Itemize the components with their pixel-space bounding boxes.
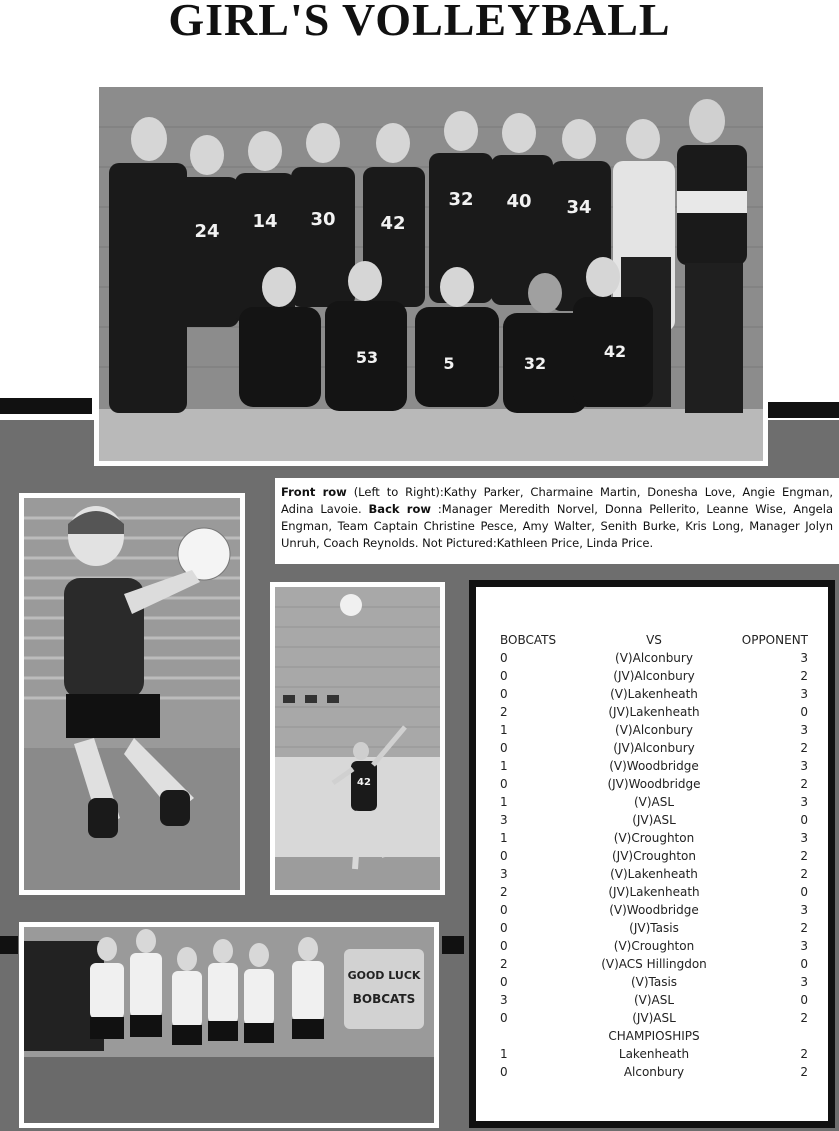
opponent-score: 0 [800, 813, 808, 827]
player-with-ball-image [24, 498, 240, 890]
opponent-score: 3 [800, 939, 808, 953]
team-jersey-number: 34 [566, 197, 592, 218]
front-row-label: Front row [281, 485, 347, 499]
opponent-score: 3 [800, 687, 808, 701]
opponent-score: 0 [800, 993, 808, 1007]
opponent-name: (JV)Lakenheath [608, 885, 700, 899]
header-vs: VS [646, 633, 662, 647]
bobcats-score: 0 [500, 669, 508, 683]
bobcats-score: 0 [500, 687, 508, 701]
opponent-score: 3 [800, 903, 808, 917]
game-row [500, 775, 808, 793]
team-jersey-number: 32 [448, 189, 474, 210]
photo-caption [275, 478, 839, 564]
opponent-name: (JV)Alconbury [613, 741, 695, 755]
game-row [500, 991, 808, 1009]
game-row [500, 937, 808, 955]
opponent-name: (V)ASL [633, 795, 675, 809]
championship-row [500, 1063, 808, 1081]
opponent-score: 3 [800, 975, 808, 989]
opponent-name: (V)Croughton [613, 831, 695, 845]
game-row [500, 703, 808, 721]
opponent-score: 2 [800, 1047, 808, 1061]
results-table [476, 587, 828, 1121]
front-row-names: (Left to Right):Kathy Parker, Charmaine Martin, Donesha Love, Angie Engman, Adina Lavoie. [281, 485, 834, 516]
opponent-name: (V)ACS Hillingdon [601, 957, 707, 971]
bobcats-score: 0 [500, 921, 508, 935]
opponent-score: 3 [800, 795, 808, 809]
bobcats-score: 2 [500, 705, 508, 719]
championships-list [500, 1045, 808, 1081]
opponent-name: (V)Alconbury [615, 651, 693, 665]
team-jersey-number: 14 [252, 211, 278, 232]
left-small-bar [0, 936, 18, 954]
right-black-bar [768, 402, 839, 418]
team-jersey-number: 32 [523, 354, 547, 373]
team-jersey-number: 42 [380, 213, 406, 234]
opponent-name: (JV)Alconbury [613, 669, 695, 683]
game-row [500, 829, 808, 847]
opponent-name: (V)Lakenheath [610, 867, 698, 881]
opponent-name: (JV)ASL [632, 1011, 676, 1025]
opponent-name: (V)ASL [633, 993, 675, 1007]
opponent-score: 3 [800, 723, 808, 737]
opponent-score: 2 [800, 741, 808, 755]
opponent-name: (V)Tasis [630, 975, 678, 989]
bobcats-score: 0 [500, 651, 508, 665]
opponent-score: 0 [800, 885, 808, 899]
player-serving-photo [270, 582, 445, 895]
left-black-bar [0, 398, 92, 414]
team-warmup-image [24, 927, 434, 1123]
opponent-name: Alconbury [623, 1065, 685, 1079]
player-serving-image [275, 587, 440, 890]
bobcats-score: 2 [500, 885, 508, 899]
bobcats-score: 0 [500, 939, 508, 953]
opponent-score: 0 [800, 705, 808, 719]
team-jersey-number: 30 [310, 209, 336, 230]
header-opponent: OPPONENT [741, 633, 808, 647]
opponent-name: (JV)Tasis [629, 921, 679, 935]
team-jersey-number: 40 [506, 191, 532, 212]
opponent-score: 2 [800, 867, 808, 881]
opponent-name: (V)Lakenheath [610, 687, 698, 701]
header-bobcats: BOBCATS [500, 633, 557, 647]
bobcats-score: 3 [500, 813, 508, 827]
team-jersey-number: 53 [355, 348, 379, 367]
opponent-name: (V)Woodbridge [609, 759, 699, 773]
opponent-score: 3 [800, 759, 808, 773]
opponent-score: 2 [800, 1011, 808, 1025]
opponent-name: (JV)Croughton [612, 849, 696, 863]
bobcats-score: 0 [500, 1011, 508, 1025]
bobcats-score: 1 [500, 759, 508, 773]
gym-sign-line2: BOBCATS [352, 992, 416, 1006]
bobcats-score: 2 [500, 957, 508, 971]
opponent-name: (V)Woodbridge [609, 903, 699, 917]
game-row [500, 757, 808, 775]
bobcats-score: 0 [500, 1065, 508, 1079]
championship-row [500, 1045, 808, 1063]
results-panel [469, 580, 835, 1128]
game-row [500, 865, 808, 883]
page-title: GIRL'S VOLLEYBALL [168, 0, 671, 45]
bobcats-score: 0 [500, 741, 508, 755]
bobcats-score: 3 [500, 993, 508, 1007]
bobcats-score: 0 [500, 903, 508, 917]
back-row-label: Back row [368, 502, 431, 516]
bobcats-score: 0 [500, 849, 508, 863]
game-row [500, 811, 808, 829]
game-row [500, 667, 808, 685]
opponent-score: 2 [800, 921, 808, 935]
games-list [500, 649, 808, 1027]
game-row [500, 901, 808, 919]
game-row [500, 919, 808, 937]
opponent-score: 3 [800, 651, 808, 665]
opponent-score: 0 [800, 957, 808, 971]
opponent-score: 3 [800, 831, 808, 845]
bobcats-score: 0 [500, 777, 508, 791]
team-jersey-number: 5 [443, 354, 455, 373]
opponent-name: (V)Alconbury [615, 723, 693, 737]
gym-sign-line1: GOOD LUCK [347, 969, 421, 982]
game-row [500, 685, 808, 703]
bobcats-score: 1 [500, 1047, 508, 1061]
bobcats-score: 3 [500, 867, 508, 881]
opponent-name: (JV)Woodbridge [607, 777, 701, 791]
game-row [500, 883, 808, 901]
team-jersey-number: 42 [603, 342, 627, 361]
serving-jersey-number: 42 [357, 777, 371, 788]
opponent-name: (JV)ASL [632, 813, 676, 827]
game-row [500, 721, 808, 739]
game-row [500, 973, 808, 991]
team-photo-image [99, 87, 763, 461]
team-photo [94, 82, 768, 466]
bobcats-score: 1 [500, 795, 508, 809]
team-jersey-number: 24 [194, 221, 220, 242]
championships-heading: CHAMPIOSHIPS [608, 1029, 700, 1043]
game-row [500, 793, 808, 811]
opponent-name: (JV)Lakenheath [608, 705, 700, 719]
opponent-name: (V)Croughton [613, 939, 695, 953]
opponent-score: 2 [800, 1065, 808, 1079]
bobcats-score: 1 [500, 831, 508, 845]
opponent-score: 2 [800, 849, 808, 863]
game-row [500, 1009, 808, 1027]
game-row [500, 739, 808, 757]
game-row [500, 955, 808, 973]
back-row-names: :Manager Meredith Norvel, Donna Pellerito, Leanne Wise, Angela Engman, Team Captain Christine Pesce, Amy Walter, Senith Burke, Kris Long, Manager Jolyn Unruh, Coach Reynolds. Not Pictured:Kathleen Price, Linda Price. [281, 502, 833, 550]
championships-heading-row [500, 1027, 808, 1045]
bobcats-score: 0 [500, 975, 508, 989]
game-row [500, 649, 808, 667]
opponent-name: Lakenheath [618, 1047, 690, 1061]
team-warmup-photo [19, 922, 439, 1128]
opponent-score: 2 [800, 669, 808, 683]
mid-small-bar [442, 936, 464, 954]
results-header-row [500, 631, 808, 649]
player-with-ball-photo [19, 493, 245, 895]
bobcats-score: 1 [500, 723, 508, 737]
opponent-score: 2 [800, 777, 808, 791]
game-row [500, 847, 808, 865]
